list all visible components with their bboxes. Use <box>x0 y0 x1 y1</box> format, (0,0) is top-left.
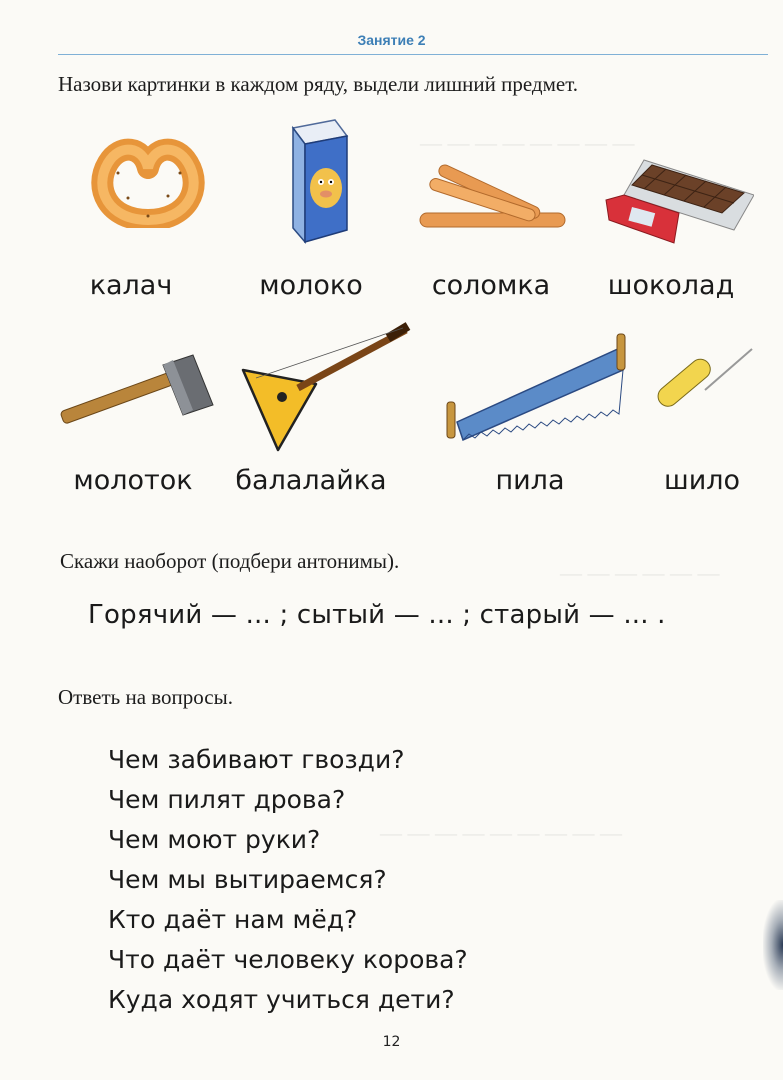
task2-instruction: Скажи наоборот (подбери антонимы). <box>60 549 400 573</box>
task3-instruction: Ответь на вопросы. <box>58 685 233 709</box>
bread-sticks-icon <box>412 155 572 240</box>
awl-icon <box>650 345 760 440</box>
pretzel-icon <box>88 128 208 228</box>
question-item: Чем моют руки? <box>108 825 321 854</box>
bleed-through-texture: — — — — — — — — — <box>380 820 622 845</box>
question-item: Чем забивают гвозди? <box>108 745 405 774</box>
word-shokolad: шоколад <box>607 270 735 301</box>
word-shilo: шило <box>663 465 741 496</box>
page-edge-shadow <box>763 900 783 990</box>
antonyms-line: Горячий — ... ; сытый — ... ; старый — ... . <box>88 600 666 630</box>
question-item: Чем мы вытираемся? <box>108 865 387 894</box>
chocolate-bar-icon <box>604 155 754 245</box>
question-item: Чем пилят дрова? <box>108 785 346 814</box>
page-number: 12 <box>382 1034 401 1050</box>
question-item: Что даёт человеку корова? <box>108 945 468 974</box>
bleed-through-texture: — — — — — — — — <box>420 130 635 155</box>
word-pila: пила <box>495 465 565 496</box>
balalaika-icon <box>238 322 413 457</box>
bleed-through-texture: — — — — — — <box>560 560 720 585</box>
word-balalaika: балалайка <box>235 465 387 496</box>
hammer-icon <box>58 350 218 445</box>
word-moloko: молоко <box>259 270 363 301</box>
word-molotok: молоток <box>73 465 193 496</box>
lesson-header: Занятие 2 <box>357 32 426 48</box>
question-item: Куда ходят учиться дети? <box>108 985 455 1014</box>
word-solomka: соломка <box>431 270 551 301</box>
milk-carton-icon <box>285 118 355 246</box>
question-item: Кто даёт нам мёд? <box>108 905 358 934</box>
task1-instruction: Назови картинки в каждом ряду, выдели лишний предмет. <box>58 72 579 96</box>
saw-icon <box>445 330 635 448</box>
word-kalach: калач <box>89 270 173 301</box>
header-divider <box>58 54 768 55</box>
questions-list <box>108 740 468 1020</box>
